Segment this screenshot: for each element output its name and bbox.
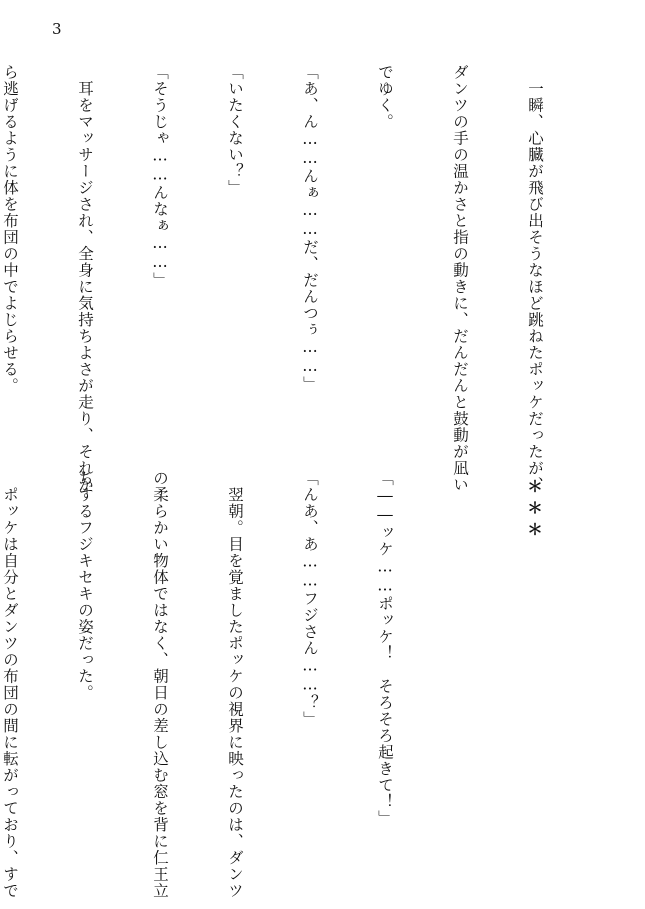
blank-line (447, 470, 472, 855)
text-line: ら逃げるように体を布団の中でよじらせる。 (1, 64, 19, 394)
text-line: 耳をマッサージされ、全身に気持ちよさが走り、それか (76, 64, 94, 493)
text-line: ちするフジキセキの姿だった。 (76, 470, 94, 701)
text-line: ダンツの手の温かさと指の動きに、だんだんと鼓動が凪い (451, 64, 469, 493)
text-line: の柔らかい物体ではなく、朝日の差し込む窓を背に仁王立 (151, 470, 169, 899)
text-line: 「――ッケ……ポッケ！ そろそろ起きて！」 (376, 470, 394, 827)
text-line: 「いたくない？」 (226, 64, 244, 196)
lower-text-block (1, 470, 597, 899)
page-number: 3 (52, 20, 62, 38)
text-line: 「んあ、あ……フジさん……？」 (301, 470, 319, 728)
text-line: ポッケは自分とダンツの布団の間に転がっており、すで (1, 470, 19, 899)
upper-text-block (1, 64, 597, 493)
scene-separator: ＊＊＊ (525, 478, 544, 543)
text-line: 「そうじゃ……んなぁ……」 (151, 64, 169, 289)
text-line: 一瞬、心臓が飛び出そうなほど跳ねたポッケだったが、 (526, 64, 544, 493)
text-line: 翌朝。目を覚ましたポッケの視界に映ったのは、ダンツ (226, 470, 244, 899)
text-line: でゆく。 (376, 64, 394, 130)
text-line: 「あ、ん……んぁ……だ、だんつぅ……」 (301, 64, 319, 393)
